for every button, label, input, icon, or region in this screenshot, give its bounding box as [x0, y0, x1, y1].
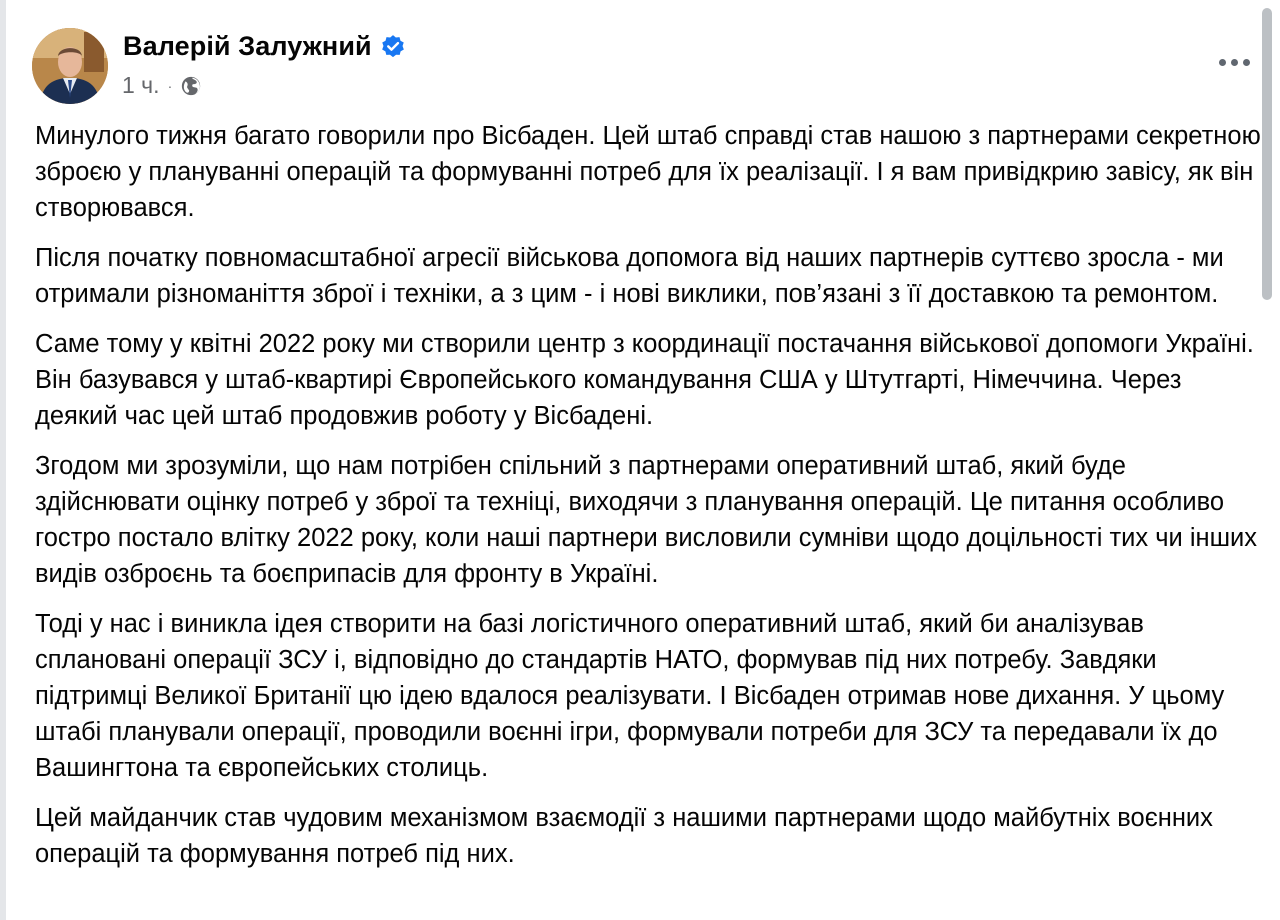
post-header: [123, 31, 406, 62]
post-time[interactable]: 1 ч.: [122, 72, 160, 98]
more-dot: [1231, 59, 1238, 66]
post-paragraph: Тоді у нас і виникла ідея створити на базі логістичного оперативний штаб, який би аналізував сплановані операції ЗСУ і, відповідно до стандартів НАТО, формував під них потребу. Завдяки підтримці Великої Британії цю ідею вдалося реалізувати. І Вісбаден отримав нове дихання. У цьому штабі планували операції, проводили воєнні ігри, формували потреби для ЗСУ та передавали їх до Вашингтона та європейських столиць.: [35, 610, 1225, 782]
meta-separator: ·: [167, 77, 173, 94]
globe-icon[interactable]: [180, 75, 202, 97]
post-paragraph: Саме тому у квітні 2022 року ми створили центр з координації постачання військової допомоги Україні. Він базувався у штаб-квартирі Європейського командування США у Штутгарті, Німеччина. Через деякий час цей штаб продовжив роботу у Вісбадені.: [35, 330, 1254, 430]
post-paragraph: Згодом ми зрозуміли, що нам потрібен спільний з партнерами оперативний штаб, який буде здійснювати оцінку потреб у зброї та техніці, виходячи з планування операцій. Це питання особливо гостро постало влітку 2022 року, коли наші партнери висловили сумніви щодо доцільності тих чи інших видів озброєнь та боєприпасів для фронту в Україні.: [35, 452, 1258, 588]
more-dot: [1219, 59, 1226, 66]
more-options-icon[interactable]: [1205, 44, 1263, 80]
more-dot: [1243, 59, 1250, 66]
post-card: [6, 0, 1262, 920]
post-paragraph: Цей майданчик став чудовим механізмом взаємодії з нашими партнерами щодо майбутніх воєнних операцій та формування потреб під них.: [35, 804, 1213, 868]
post-meta: [122, 72, 202, 99]
verified-badge-icon: [380, 34, 406, 60]
post-paragraph: Минулого тижня багато говорили про Вісбаден. Цей штаб справді став нашою з партнерами секретною зброєю у плануванні операцій та формуванні потреб для їх реалізації. І я вам привідкрию завісу, як він створювався.: [35, 122, 1261, 222]
author-avatar[interactable]: [32, 28, 108, 104]
post-text: [35, 118, 1267, 886]
author-name[interactable]: Валерій Залужний: [123, 31, 372, 61]
post-paragraph: Після початку повномасштабної агресії військова допомога від наших партнерів суттєво зросла - ми отримали різноманіття зброї і техніки, а з цим - і нові виклики, пов’язані з її доставкою та ремонтом.: [35, 244, 1224, 308]
scrollbar-thumb[interactable]: [1262, 8, 1272, 300]
